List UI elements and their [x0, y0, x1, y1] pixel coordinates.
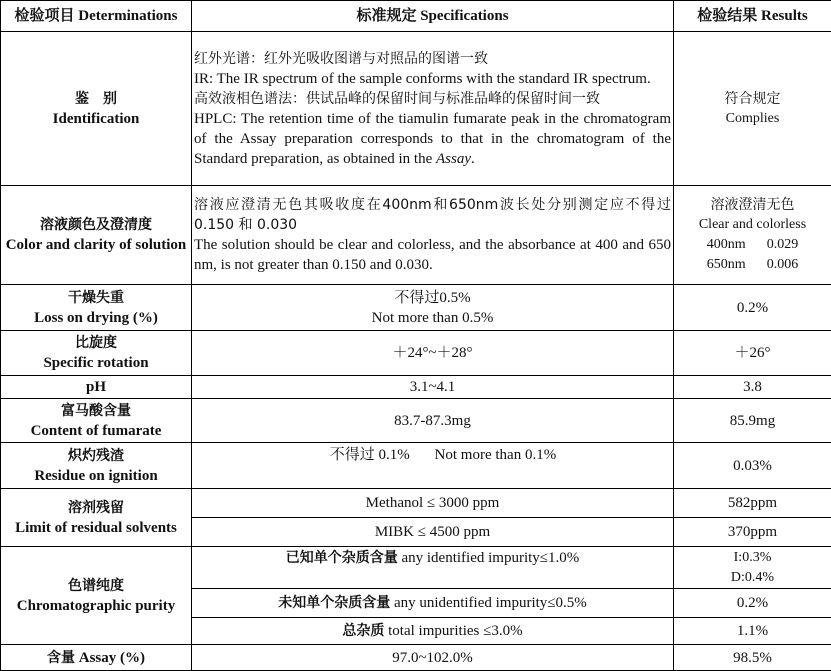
spec-ph: 3.1~4.1	[192, 376, 674, 399]
row-ph	[1, 376, 831, 399]
color-clarity-name-zh: 溶液颜色及澄清度	[3, 215, 189, 235]
determination-residual-solvents	[1, 489, 192, 547]
row-residue-on-ignition	[1, 443, 831, 489]
determination-fumarate	[1, 399, 192, 443]
row-specific-rotation	[1, 331, 831, 376]
determination-assay	[1, 645, 192, 671]
result-impurity-d: D:0.4%	[676, 568, 829, 588]
result-identification-en: Complies	[676, 109, 829, 129]
determination-specific-rotation	[1, 331, 192, 376]
residue-name-zh: 炽灼残渣	[3, 446, 189, 466]
result-unidentified-impurity: 0.2%	[674, 589, 831, 618]
color-clarity-name-en: Color and clarity of solution	[3, 235, 189, 255]
result-total-impurities: 1.1%	[674, 618, 831, 645]
spec-fumarate: 83.7-87.3mg	[192, 399, 674, 443]
spec-color-clarity-en: The solution should be clear and colorless, and the absorbance at 400 and 650 nm, is not greater than 0.150 and 0.030.	[194, 235, 671, 275]
row-residual-solvents-methanol	[1, 489, 831, 518]
result-color-zh: 溶液澄清无色	[676, 195, 829, 215]
spec-assay: 97.0~102.0%	[192, 645, 674, 671]
result-color-clarity	[674, 186, 831, 285]
spec-hplc-zh: 高效液相色谱法：供试品峰的保留时间与标准品峰的保留时间一致	[194, 89, 671, 109]
spec-mibk: MIBK ≤ 4500 ppm	[192, 518, 674, 547]
result-residue-on-ignition: 0.03%	[674, 443, 831, 489]
spec-total-impurities	[192, 618, 674, 645]
header-results: 检验结果 Results	[674, 1, 831, 32]
spec-residue-on-ignition	[192, 443, 674, 489]
spec-loss-on-drying-en: Not more than 0.5%	[194, 308, 671, 328]
spec-loss-on-drying	[192, 285, 674, 331]
residual-solvents-name-en: Limit of residual solvents	[3, 518, 189, 538]
spec-identified-en: any identified impurity≤1.0%	[401, 550, 579, 566]
result-methanol: 582ppm	[674, 489, 831, 518]
specific-rotation-name-zh: 比旋度	[3, 333, 189, 353]
determination-color-clarity	[1, 186, 192, 285]
spec-methanol: Methanol ≤ 3000 ppm	[192, 489, 674, 518]
loss-on-drying-name-zh: 干燥失重	[3, 288, 189, 308]
result-400nm-label: 400nm	[707, 237, 746, 252]
result-identification-zh: 符合规定	[676, 89, 829, 109]
result-color-en: Clear and colorless	[676, 215, 829, 235]
spec-ir-en: IR: The IR spectrum of the sample conforms with the standard IR spectrum.	[194, 69, 671, 89]
determination-loss-on-drying	[1, 285, 192, 331]
spec-residue-en: Not more than 0.1%	[435, 447, 557, 463]
result-impurity-i: I:0.3%	[676, 548, 829, 568]
determination-ph: pH	[1, 376, 192, 399]
spec-residue-zh: 不得过 0.1%	[309, 445, 431, 465]
row-color-clarity	[1, 186, 831, 285]
purity-name-zh: 色谱纯度	[3, 576, 189, 596]
result-specific-rotation: ＋26°	[674, 331, 831, 376]
spec-color-clarity	[192, 186, 674, 285]
row-assay	[1, 645, 831, 671]
result-ph: 3.8	[674, 376, 831, 399]
spec-specific-rotation: ＋24°~＋28°	[192, 331, 674, 376]
result-fumarate: 85.9mg	[674, 399, 831, 443]
result-mibk: 370ppm	[674, 518, 831, 547]
result-loss-on-drying: 0.2%	[674, 285, 831, 331]
header-row	[1, 1, 831, 32]
result-650nm-label: 650nm	[707, 257, 746, 272]
result-400nm-value: 0.029	[767, 237, 799, 252]
spec-hplc-end: .	[471, 151, 475, 167]
result-650nm-value: 0.006	[767, 257, 799, 272]
determination-identification	[1, 32, 192, 186]
spec-unidentified-zh: 未知单个杂质含量	[278, 595, 390, 611]
fumarate-name-en: Content of fumarate	[3, 421, 189, 441]
spec-hplc-en: HPLC: The retention time of the tiamulin fumarate peak in the chromatogram of the Assay preparation corresponds to that in the chromatogram of the Standard preparation, as obtained in the	[194, 111, 671, 167]
spec-total-en: total impurities ≤3.0%	[388, 623, 522, 639]
result-assay: 98.5%	[674, 645, 831, 671]
purity-name-en: Chromatographic purity	[3, 596, 189, 616]
result-identification	[674, 32, 831, 186]
spec-total-zh: 总杂质	[342, 623, 384, 639]
residue-name-en: Residue on ignition	[3, 466, 189, 486]
spec-identification	[192, 32, 674, 186]
assay-name-en: Assay (%)	[79, 650, 145, 666]
determination-chromatographic-purity	[1, 547, 192, 645]
determination-residue-on-ignition	[1, 443, 192, 489]
spec-loss-on-drying-zh: 不得过0.5%	[194, 288, 671, 308]
identification-name-zh: 鉴 别	[3, 89, 189, 109]
spec-ir-zh: 红外光谱：红外光吸收图谱与对照品的图谱一致	[194, 49, 671, 69]
row-fumarate	[1, 399, 831, 443]
spec-identified-zh: 已知单个杂质含量	[286, 550, 398, 566]
row-identification	[1, 32, 831, 186]
loss-on-drying-name-en: Loss on drying (%)	[3, 308, 189, 328]
spec-hplc-assay-italic: Assay	[436, 151, 471, 167]
result-400nm	[676, 235, 829, 255]
spec-unidentified-en: any unidentified impurity≤0.5%	[394, 595, 587, 611]
spec-unidentified-impurity	[192, 589, 674, 618]
residual-solvents-name-zh: 溶剂残留	[3, 498, 189, 518]
specific-rotation-name-en: Specific rotation	[3, 353, 189, 373]
result-identified-impurity	[674, 547, 831, 589]
fumarate-name-zh: 富马酸含量	[3, 401, 189, 421]
row-purity-identified	[1, 547, 831, 589]
spec-color-clarity-zh: 溶液应澄清无色其吸收度在400nm和650nm波长处分别测定应不得过 0.150 和 0.030	[194, 195, 671, 235]
assay-name-zh: 含量	[47, 650, 75, 666]
header-determinations: 检验项目 Determinations	[1, 1, 192, 32]
spec-identified-impurity	[192, 547, 674, 589]
row-loss-on-drying	[1, 285, 831, 331]
identification-name-en: Identification	[3, 109, 189, 129]
result-650nm	[676, 255, 829, 275]
header-specifications: 标准规定 Specifications	[192, 1, 674, 32]
